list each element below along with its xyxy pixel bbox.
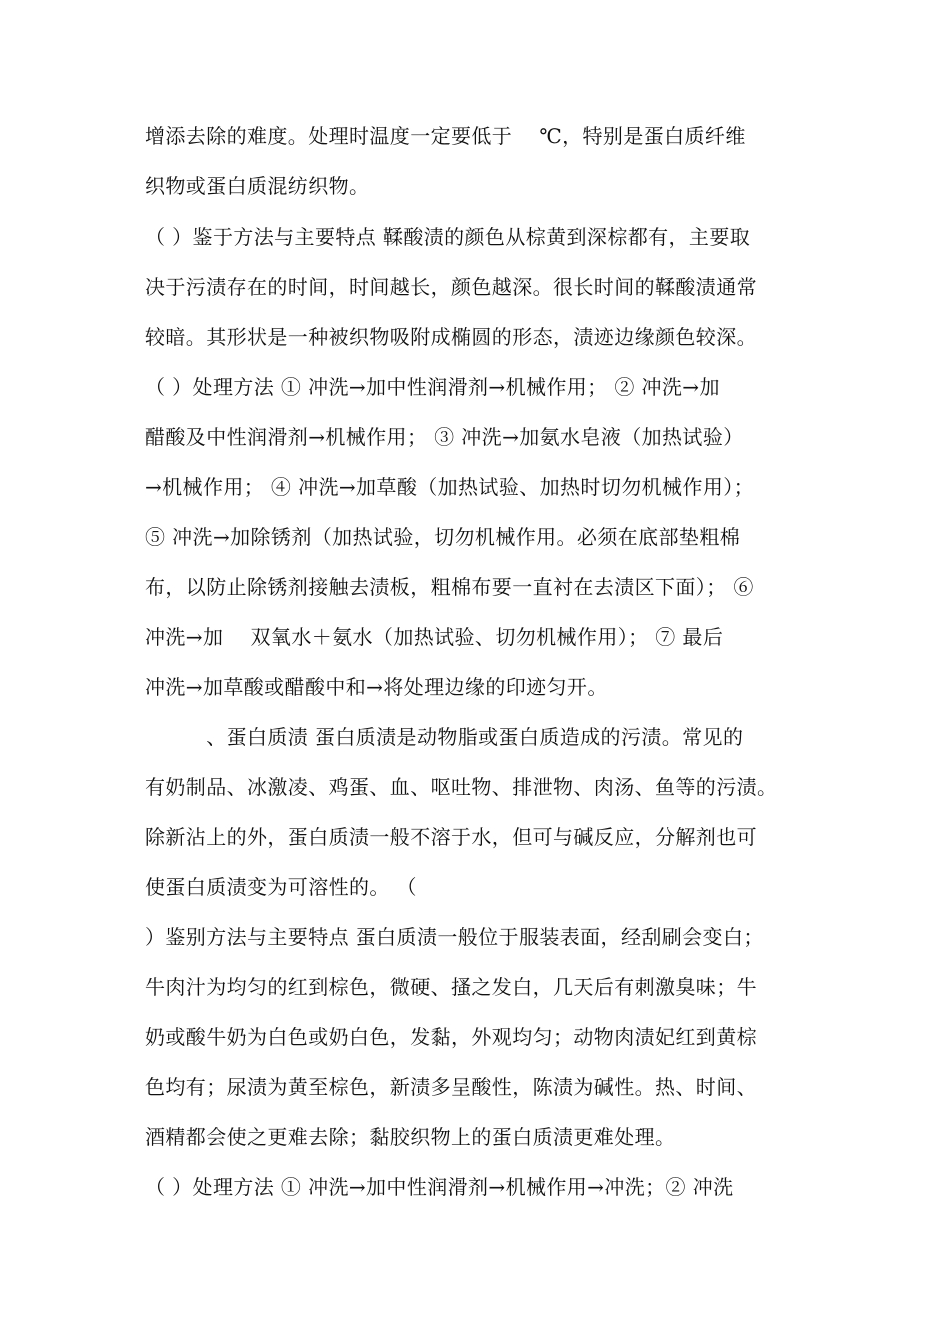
text-line: 牛肉汁为均匀的红到棕色，微硬、搔之发白，几天后有刺激臭味；牛	[145, 975, 757, 999]
text-line: 增添去除的难度。处理时温度一定要低于 ℃，特别是蛋白质纤维	[145, 124, 746, 148]
text-line: 布，以防止除锈剂接触去渍板，粗棉布要一直衬在去渍区下面）； ⑥	[145, 575, 754, 599]
text-line: 除新沾上的外，蛋白质渍一般不溶于水，但可与碱反应，分解剂也可	[145, 825, 757, 849]
text-line: ）鉴别方法与主要特点 蛋白质渍一般位于服装表面，经刮刷会变白；	[145, 925, 764, 949]
text-line: 冲洗→加草酸或醋酸中和→将处理边缘的印迹匀开。	[145, 675, 608, 699]
text-line: ⑤ 冲洗→加除锈剂（加热试验，切勿机械作用。必须在底部垫粗棉	[145, 525, 741, 549]
text-line: 奶或酸牛奶为白色或奶白色，发黏，外观均匀；动物肉渍妃红到黄棕	[145, 1025, 757, 1049]
text-line: 有奶制品、冰激凌、鸡蛋、血、呕吐物、排泄物、肉汤、鱼等的污渍。	[145, 775, 778, 799]
text-line: 、蛋白质渍 蛋白质渍是动物脂或蛋白质造成的污渍。常见的	[145, 725, 744, 749]
text-line: 决于污渍存在的时间，时间越长，颜色越深。很长时间的鞣酸渍通常	[145, 275, 757, 299]
text-line: →机械作用； ④ 冲洗→加草酸（加热试验、加热时切勿机械作用）；	[145, 475, 755, 499]
text-line: （ ）鉴于方法与主要特点 鞣酸渍的颜色从棕黄到深棕都有，主要取	[145, 225, 751, 249]
text-line: （ ）处理方法 ① 冲洗→加中性润滑剂→机械作用； ② 冲洗→加	[145, 375, 720, 399]
text-line: 醋酸及中性润滑剂→机械作用； ③ 冲洗→加氨水皂液（加热试验）	[145, 425, 744, 449]
text-line: 较暗。其形状是一种被织物吸附成椭圆的形态，渍迹边缘颜色较深。	[145, 325, 757, 349]
text-line: 使蛋白质渍变为可溶性的。 （	[145, 875, 417, 899]
text-line: 酒精都会使之更难去除；黏胶织物上的蛋白质渍更难处理。	[145, 1125, 676, 1149]
text-line: 冲洗→加 双氧水＋氨水（加热试验、切勿机械作用）； ⑦ 最后	[145, 625, 724, 649]
text-line: （ ）处理方法 ① 冲洗→加中性润滑剂→机械作用→冲洗；② 冲洗	[145, 1175, 734, 1199]
text-line: 织物或蛋白质混纺织物。	[145, 174, 370, 198]
text-line: 色均有；尿渍为黄至棕色，新渍多呈酸性，陈渍为碱性。热、时间、	[145, 1075, 757, 1099]
